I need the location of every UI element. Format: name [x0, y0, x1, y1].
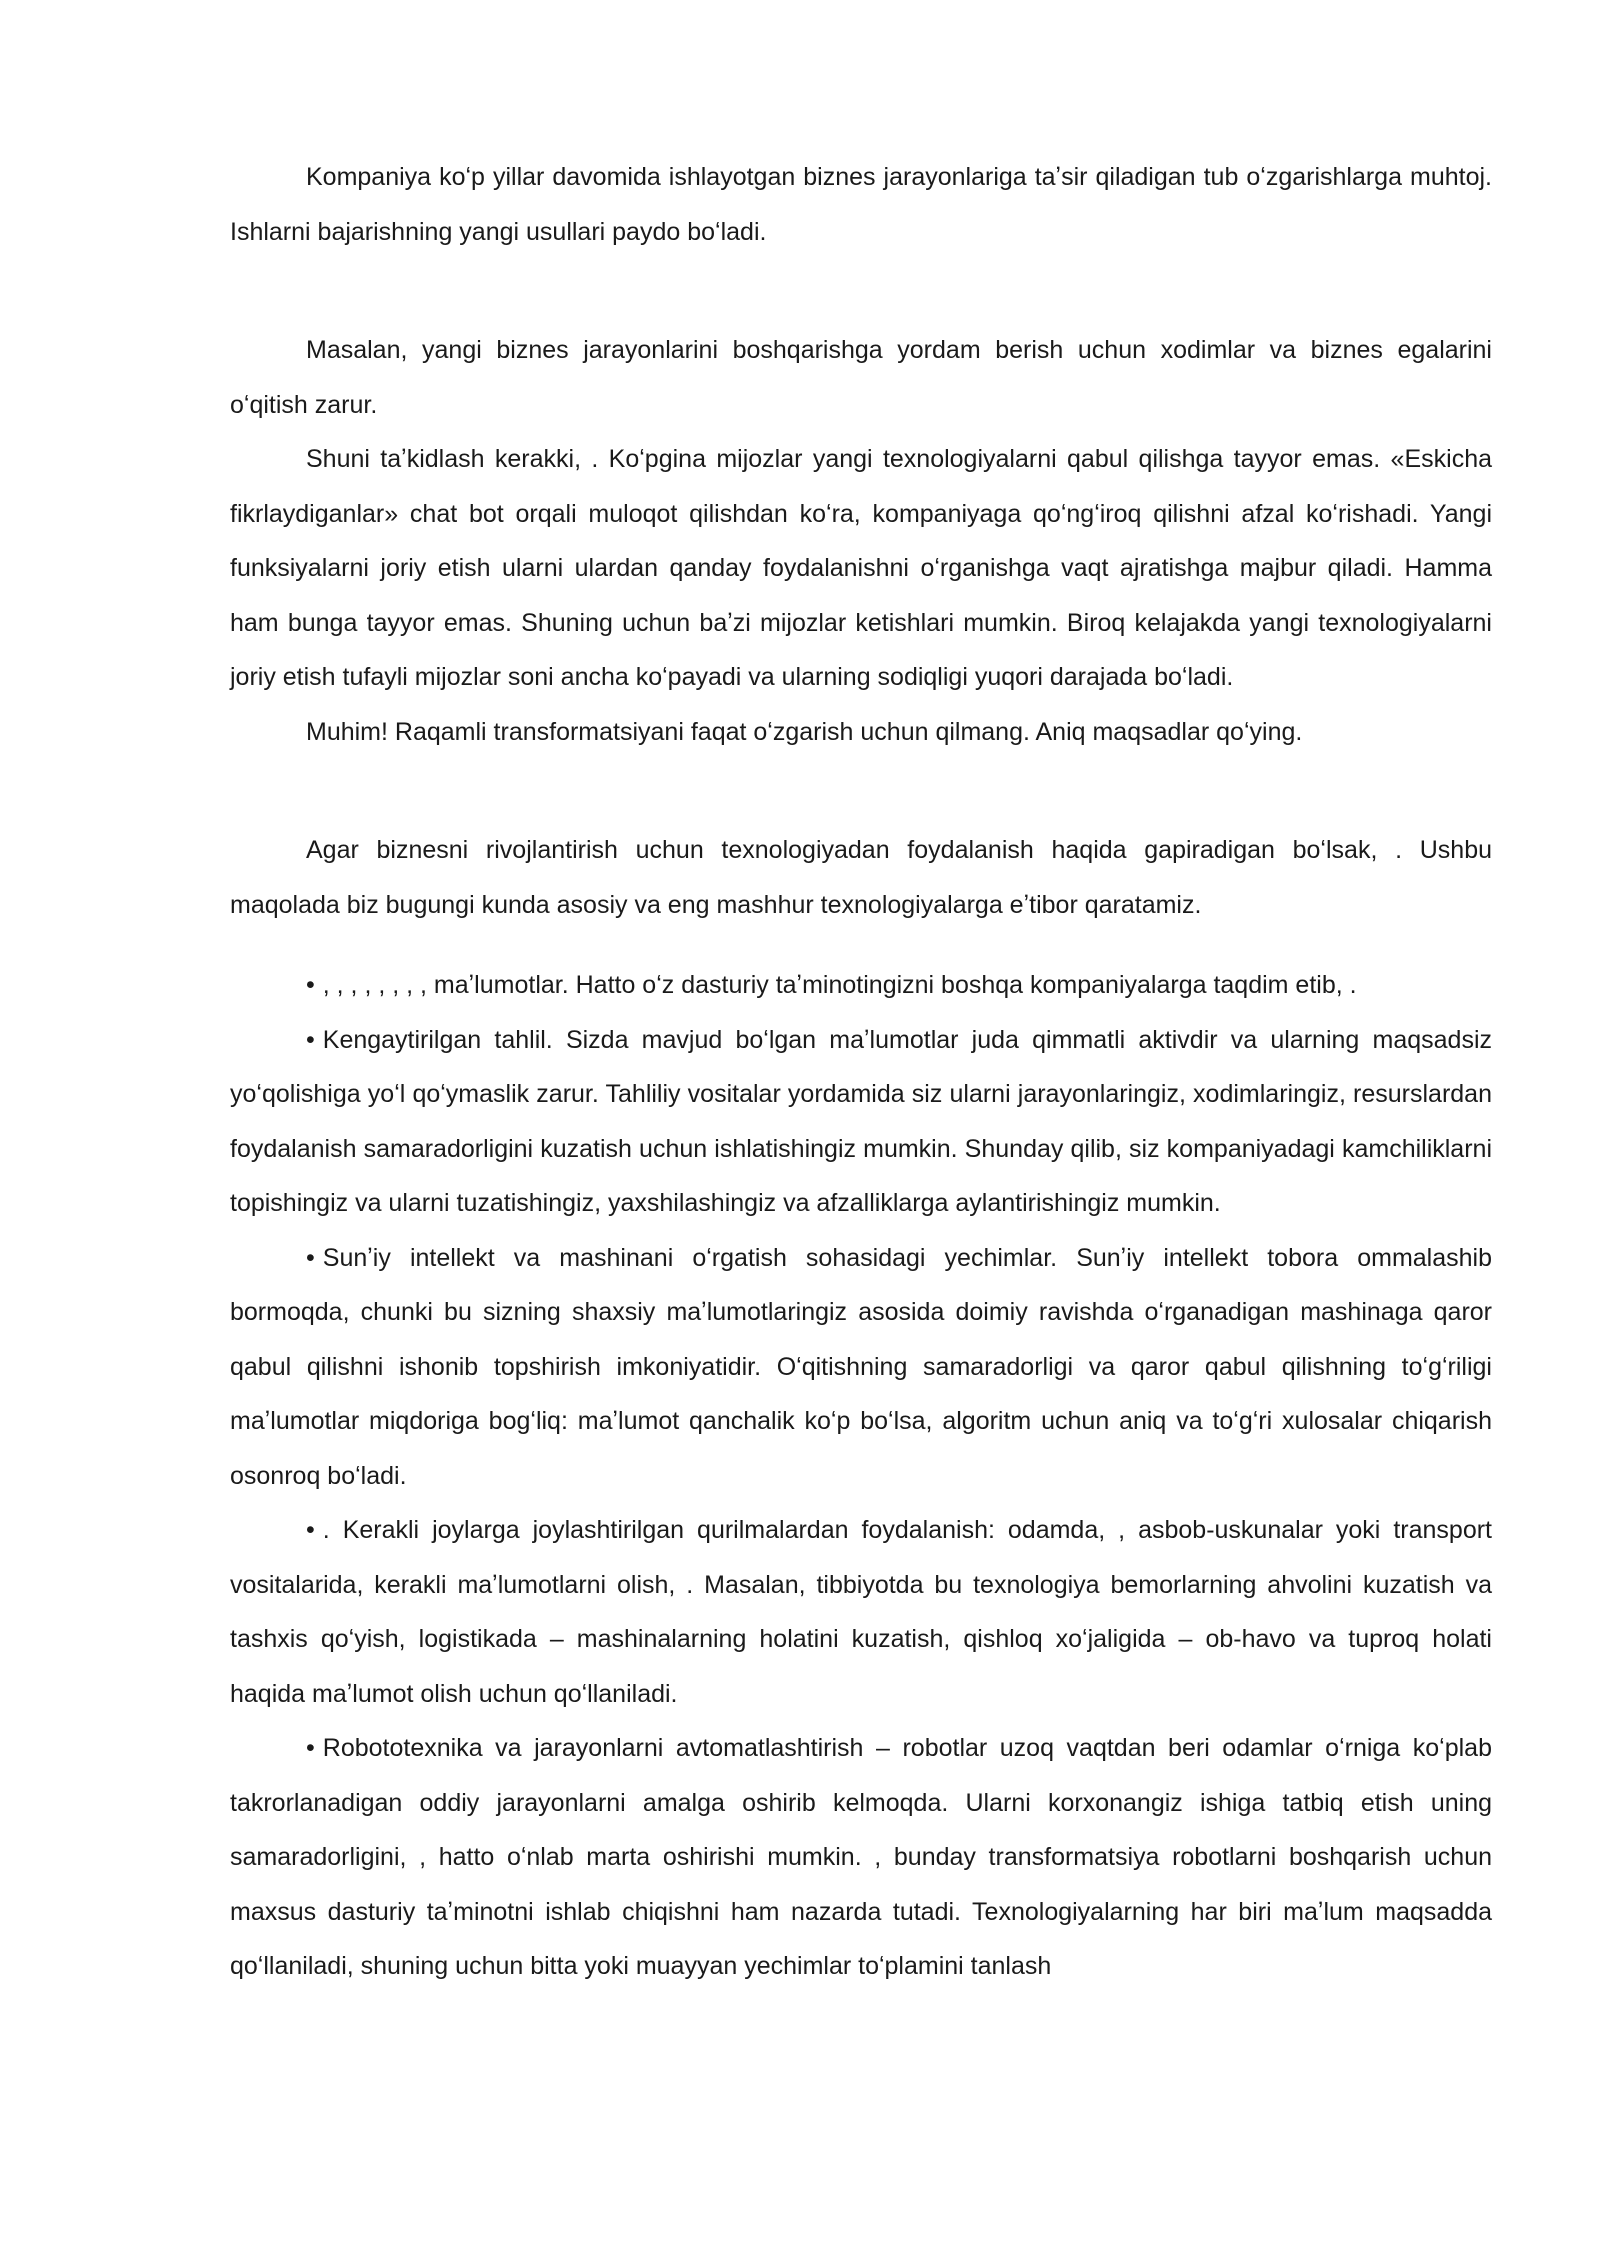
paragraph-training: Masalan, yangi biznes jarayonlarini boshqarishga yordam berish uchun xodimlar va biznes egalarini oʻqitish zarur.: [230, 336, 1492, 419]
document-page: [230, 150, 1492, 1994]
paragraph-customers: Shuni taʼkidlash kerakki, . Koʻpgina mijozlar yangi texnologiyalarni qabul qilishga tayyor emas. «Eskicha fikrlaydiganlar» chat bot orqali muloqot qilishdan koʻra, kompaniyaga qoʻngʻiroq qilishni afzal koʻrishadi. Yangi funksiyalarni joriy etish ularni ulardan qanday foydalanishni oʻrganishga vaqt ajratishga majbur qiladi. Hamma ham bunga tayyor emas. Shuning uchun baʼzi mijozlar ketishlari mumkin. Biroq kelajakda yangi texnologiyalarni joriy etish tufayli mijozlar soni ancha koʻpayadi va ularning sodiqligi yuqori darajada boʻladi.: [230, 445, 1492, 691]
bullet-icon: •: [306, 1734, 315, 1762]
bullet-item-ai: [230, 1231, 1492, 1504]
bullet-icon: •: [306, 971, 315, 999]
paragraph-intro: Kompaniya koʻp yillar davomida ishlayotgan biznes jarayonlariga taʼsir qiladigan tub oʻzgarishlarga muhtoj. Ishlarni bajarishning yangi usullari paydo boʻladi.: [230, 163, 1492, 246]
paragraph-important-note: Muhim! Raqamli transformatsiyani faqat oʻzgarish uchun qilmang. Aniq maqsadlar qoʻying.: [306, 717, 1303, 746]
bullet-icon: •: [306, 1025, 315, 1054]
bullet-item-data: [230, 958, 1492, 1013]
bullet-item-analytics: [230, 1013, 1492, 1231]
bullet-item-robotics: [230, 1721, 1492, 1994]
paragraph-technologies-intro: Agar biznesni rivojlantirish uchun texnologiyadan foydalanish haqida gapiradigan boʻlsak, . Ushbu maqolada biz bugungi kunda asosiy va eng mashhur texnologiyalarga eʼtibor qaratamiz.: [230, 836, 1492, 919]
bullet-item-iot: [230, 1503, 1492, 1721]
paragraph-gap: [230, 259, 1492, 323]
bullet-text: Sunʼiy intellekt va mashinani oʻrgatish sohasidagi yechimlar. Sunʼiy intellekt tobora ommalashib bormoqda, chunki bu sizning shaxsiy maʼlumotlaringiz asosida doimiy ravishda oʻrganadigan mashinaga qaror qabul qilishni ishonib topshirish imkoniyatidir. Oʻqitishning samaradorligi va qaror qabul qilishning toʻgʻriligi maʼlumotlar miqdoriga bogʻliq: maʼlumot qanchalik koʻp boʻlsa, algoritm uchun aniq va toʻgʻri xulosalar chiqarish osonroq boʻladi.: [230, 1243, 1492, 1490]
bullet-text: , , , , , , , , maʼlumotlar. Hatto oʻz dasturiy taʼminotingizni boshqa kompaniyalarga taqdim etib, .: [322, 971, 1357, 999]
bullet-text: Kengaytirilgan tahlil. Sizda mavjud boʻlgan maʼlumotlar juda qimmatli aktivdir va ularning maqsadsiz yoʻqolishiga yoʻl qoʻymaslik zarur. Tahliliy vositalar yordamida siz ularni jarayonlaringiz, xodimlaringiz, resurslardan foydalanish samaradorligini kuzatish uchun ishlatishingiz mumkin. Shunday qilib, siz kompaniyadagi kamchiliklarni topishingiz va ularni tuzatishingiz, yaxshilashingiz va afzalliklarga aylantirishingiz mumkin.: [230, 1025, 1492, 1217]
bullet-icon: •: [306, 1516, 315, 1544]
paragraph-gap: [230, 932, 1492, 958]
bullet-icon: •: [306, 1243, 315, 1272]
bullet-text: . Kerakli joylarga joylashtirilgan qurilmalardan foydalanish: odamda, , asbob-uskunalar yoki transport vositalarida, kerakli maʼlumotlarni olish, . Masalan, tibbiyotda bu texnologiya bemorlarning ahvolini kuzatish va tashxis qoʻyish, logistikada – mashinalarning holatini kuzatish, qishloq xoʻjaligida – ob-havo va tuproq holati haqida maʼlumot olish uchun qoʻllaniladi.: [230, 1516, 1492, 1708]
bullet-text: Robototexnika va jarayonlarni avtomatlashtirish – robotlar uzoq vaqtdan beri odamlar oʻrniga koʻplab takrorlanadigan oddiy jarayonlarni amalga oshirib kelmoqda. Ularni korxonangiz ishiga tatbiq etish uning samaradorligini, , hatto oʻnlab marta oshirishi mumkin. , bunday transformatsiya robotlarni boshqarish uchun maxsus dasturiy taʼminotni ishlab chiqishni ham nazarda tutadi. Texnologiyalarning har biri maʼlum maqsadda qoʻllaniladi, shuning uchun bitta yoki muayyan yechimlar toʻplamini tanlash: [230, 1734, 1492, 1980]
paragraph-gap: [230, 759, 1492, 823]
